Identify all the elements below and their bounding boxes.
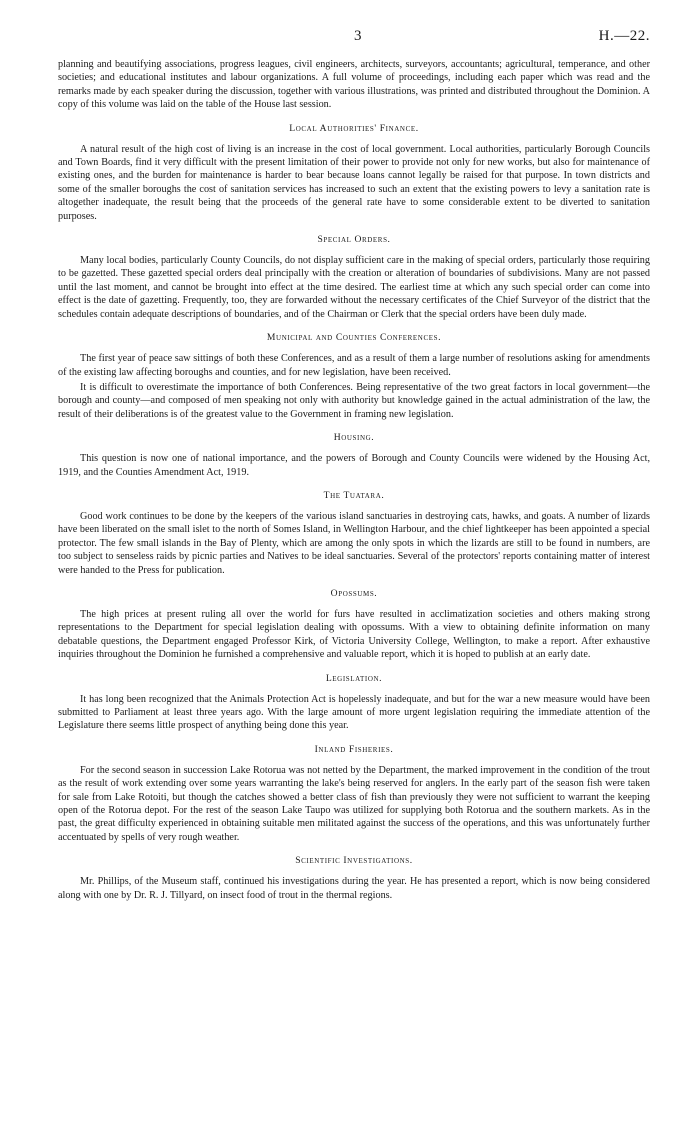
- section-paragraph: Good work continues to be done by the keepers of the various island sanctuaries in destroying cats, hawks, and goats. A number of lizards have been liberated on the small islet to the north of Somes Island, in Wellington Harbour, and the chief lightkeeper has been appointed a special protector. The few small islands in the Bay of Plenty, which are among the only spots in which the lizards are still to be found in numbers, are too subject to senseless raids by picnic parties and Natives to be ideal sanctuaries. Several of the protectors' reports containing matter of interest were handed to the Press for publication.: [58, 510, 650, 576]
- section-paragraph: Mr. Phillips, of the Museum staff, continued his investigations during the year. He has presented a report, which is now being considered along with one by Dr. R. J. Tillyard, on insect food of trout in the thermal regions.: [58, 876, 650, 901]
- document-reference: H.—22.: [598, 28, 650, 44]
- intro-paragraph: planning and beautifying associations, progress leagues, civil engineers, architects, surveyors, accountants; agricultural, temperance, and other societies; and educational institutes and labour organizations. A full volume of proceedings, including each paper which was read and the remarks made by each speaker during the discussion, together with various illustrations, was printed and distributed throughout the Dominion. A copy of this volume was laid on the table of the House last session.: [58, 59, 650, 111]
- section-paragraph: This question is now one of national importance, and the powers of Borough and County Councils were widened by the Housing Act, 1919, and the Counties Amendment Act, 1919.: [58, 453, 650, 478]
- section-heading: Special Orders.: [317, 234, 391, 246]
- page-header: [58, 28, 650, 58]
- section-legislation: [58, 673, 650, 733]
- section-paragraph: Many local bodies, particularly County Councils, do not display sufficient care in the making of special orders, particularly those requiring to be gazetted. These gazetted special orders deal principally with the creation or alteration of boundaries of subdivisions. Many are not passed until the last moment, and cannot be brought into effect at the time desired. The earliest time at which any such special order can come into effect is the date of gazetting. Frequently, too, they are forwarded without the necessary certificates of the Chief Surveyor of the district that the schedules contain adequate descriptions of boundaries, and of the Chairman or Clerk that the special orders have been duly made.: [58, 255, 650, 320]
- section-conferences: [58, 332, 650, 421]
- section-heading: Scientific Investigations.: [295, 855, 413, 867]
- section-heading: Municipal and Counties Conferences.: [266, 332, 442, 344]
- section-local-authorities-finance: [58, 123, 650, 223]
- section-housing: [58, 432, 650, 479]
- section-paragraph: For the second season in succession Lake Rotorua was not netted by the Department, the marked improvement in the condition of the trout as the result of work extending over some years warranting the lake's being reserved for anglers. In the early part of the season fish were taken for sale from Lake Rotoiti, but though the catches showed a better class of fish than previously they were not sufficient to warrant the keeping open of the Rotorua depot. For the rest of the season Lake Taupo was utilized for supplying both Rotorua and the southern markets. As in the past, the great difficulty experienced in obtaining suitable men militated against the success of the operations, and this was unfortunately further accentuated by spells of very rough weather.: [58, 764, 650, 843]
- section-paragraph: The first year of peace saw sittings of both these Conferences, and as a result of them a large number of resolutions asking for amendments of the existing law affecting boroughs and counties, and for new legislation, have been received.: [58, 353, 650, 378]
- page-number: 3: [354, 28, 362, 44]
- section-paragraph: The high prices at present ruling all over the world for furs have resulted in acclimatization societies and others making strong representations to the Department for special legislation dealing with opossums. With a view to obtaining definite information on many debatable questions, the Department engaged Professor Kirk, of Victoria University College, Wellington, to make a report. After exhaustive inquiries throughout the Dominion he furnished a comprehensive and valuable report, which it is hoped to publish at an early date.: [58, 608, 650, 661]
- section-opossums: [58, 588, 650, 662]
- section-inland-fisheries: [58, 744, 650, 844]
- section-paragraph: It is difficult to overestimate the importance of both Conferences. Being representative of the two great factors in local government—the borough and county—and composed of men speaking not only with authority but knowledge gained in the actual administration of the law, the result of their deliberations is of the greatest value to the Government in framing new legislation.: [58, 381, 650, 420]
- section-heading: Legislation.: [325, 672, 383, 684]
- section-heading: The Tuatara.: [323, 489, 385, 501]
- section-heading: Inland Fisheries.: [314, 743, 394, 755]
- section-heading: Opossums.: [330, 587, 378, 599]
- document-page: [58, 28, 650, 904]
- section-special-orders: [58, 234, 650, 321]
- section-paragraph: A natural result of the high cost of living is an increase in the cost of local government. Local authorities, particularly Borough Councils and Town Boards, find it very difficult with the present limitation of their power to provide not only for new works, but also for maintenance of existing ones, and the burden for maintenance is harder to bear because loans cannot legally be raised for that purpose. In town districts and some of the smaller boroughs the cost of sanitation services has increased to such an extent that the existing powers to levy a sanitation rate is altogether inadequate, the result being that the proceeds of the general rate have to some considerable extent to be diverted to sanitation purposes.: [58, 143, 650, 222]
- section-tuatara: [58, 490, 650, 577]
- section-paragraph: It has long been recognized that the Animals Protection Act is hopelessly inadequate, and but for the war a new measure would have been submitted to Parliament at least three years ago. With the large amount of more urgent legislation requiring the immediate attention of the Legislature there seems little prospect of anything being done this year.: [58, 693, 650, 732]
- section-heading: Local Authorities' Finance.: [289, 122, 419, 134]
- section-heading: Housing.: [333, 432, 375, 444]
- section-scientific-investigations: [58, 855, 650, 902]
